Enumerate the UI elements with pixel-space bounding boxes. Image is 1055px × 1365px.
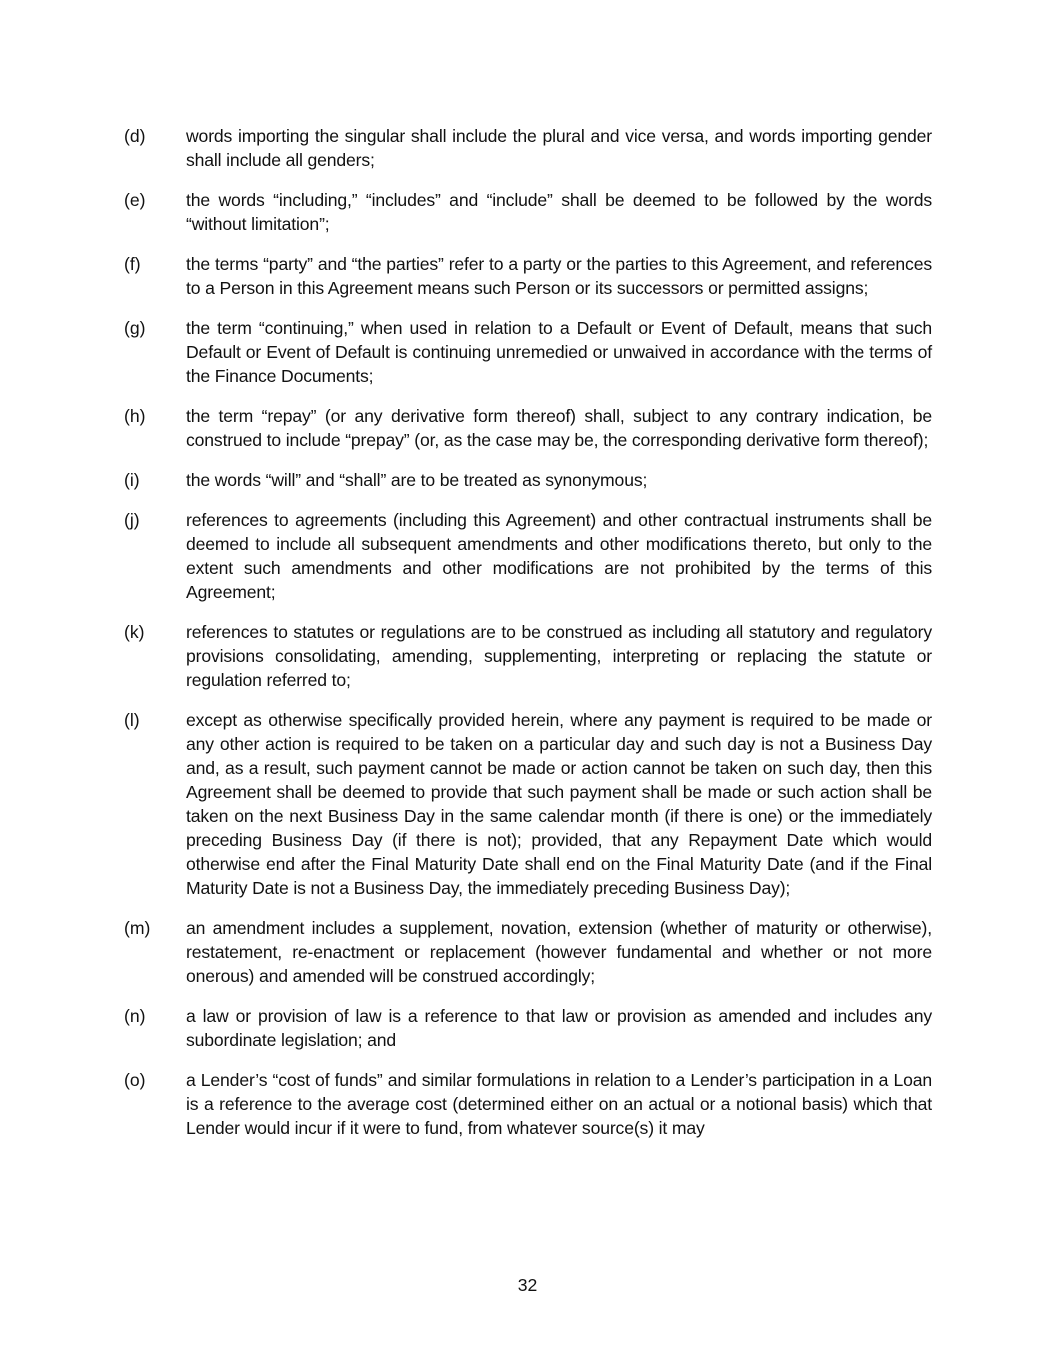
page-number: 32 xyxy=(517,1275,538,1295)
clause-list xyxy=(124,124,932,1156)
clause-text: a Lender’s “cost of funds” and similar formulations in relation to a Lender’s participation in a Loan is a reference to the average cost (determined either on an actual or a notional basis) which that Lender would incur if it were to fund, from whatever source(s) it may xyxy=(186,1070,932,1138)
clause-text: the words “will” and “shall” are to be treated as synonymous; xyxy=(186,470,648,490)
clause-g xyxy=(124,316,932,388)
clause-marker: (k) xyxy=(124,622,145,642)
clause-h xyxy=(124,404,932,452)
clause-marker: (i) xyxy=(124,470,140,490)
clause-marker: (f) xyxy=(124,254,141,274)
clause-marker: (h) xyxy=(124,406,146,426)
clause-text: an amendment includes a supplement, novation, extension (whether of maturity or otherwise), restatement, re-enactment or replacement (however fundamental and whether or not more onerous) and amended will be construed accordingly; xyxy=(186,918,932,986)
clause-n xyxy=(124,1004,932,1052)
clause-text: the term “repay” (or any derivative form thereof) shall, subject to any contrary indication, be construed to include “prepay” (or, as the case may be, the corresponding derivative form thereof); xyxy=(186,406,932,450)
clause-marker: (j) xyxy=(124,510,140,530)
clause-text: a law or provision of law is a reference to that law or provision as amended and includes any subordinate legislation; and xyxy=(186,1006,932,1050)
clause-text: the words “including,” “includes” and “include” shall be deemed to be followed by the words “without limitation”; xyxy=(186,190,932,234)
clause-text: references to agreements (including this Agreement) and other contractual instruments shall be deemed to include all subsequent amendments and other modifications thereto, but only to the extent such amendments and other modifications are not prohibited by the terms of this Agreement; xyxy=(186,510,932,602)
clause-m xyxy=(124,916,932,988)
clause-marker: (d) xyxy=(124,126,146,146)
clause-marker: (m) xyxy=(124,918,151,938)
clause-e xyxy=(124,188,932,236)
clause-text: the term “continuing,” when used in relation to a Default or Event of Default, means that such Default or Event of Default is continuing unremedied or unwaived in accordance with the terms of the Finance Documents; xyxy=(186,318,932,386)
clause-marker: (l) xyxy=(124,710,140,730)
clause-o xyxy=(124,1068,932,1140)
clause-text: words importing the singular shall include the plural and vice versa, and words importing gender shall include all genders; xyxy=(186,126,932,170)
clause-text: except as otherwise specifically provided herein, where any payment is required to be made or any other action is required to be taken on a particular day and such day is not a Business Day and, as a result, such payment cannot be made or action cannot be taken on such day, then this Agreement shall be deemed to provide that such payment shall be made or such action shall be taken on the next Business Day in the same calendar month (if there is one) or the immediately preceding Business Day (if there is not); provided, that any Repayment Date which would otherwise end after the Final Maturity Date shall end on the Final Maturity Date (and if the Final Maturity Date is not a Business Day, the immediately preceding Business Day); xyxy=(186,710,932,898)
clause-marker: (g) xyxy=(124,318,146,338)
clause-text: the terms “party” and “the parties” refer to a party or the parties to this Agreement, and references to a Person in this Agreement means such Person or its successors or permitted assigns; xyxy=(186,254,932,298)
clause-i xyxy=(124,468,932,492)
clause-k xyxy=(124,620,932,692)
clause-l xyxy=(124,708,932,900)
clause-marker: (o) xyxy=(124,1070,146,1090)
clause-text: references to statutes or regulations are to be construed as including all statutory and regulatory provisions consolidating, amending, supplementing, interpreting or replacing the statute or regulation referred to; xyxy=(186,622,932,690)
clause-marker: (n) xyxy=(124,1006,146,1026)
clause-f xyxy=(124,252,932,300)
clause-j xyxy=(124,508,932,604)
clause-marker: (e) xyxy=(124,190,146,210)
clause-d xyxy=(124,124,932,172)
